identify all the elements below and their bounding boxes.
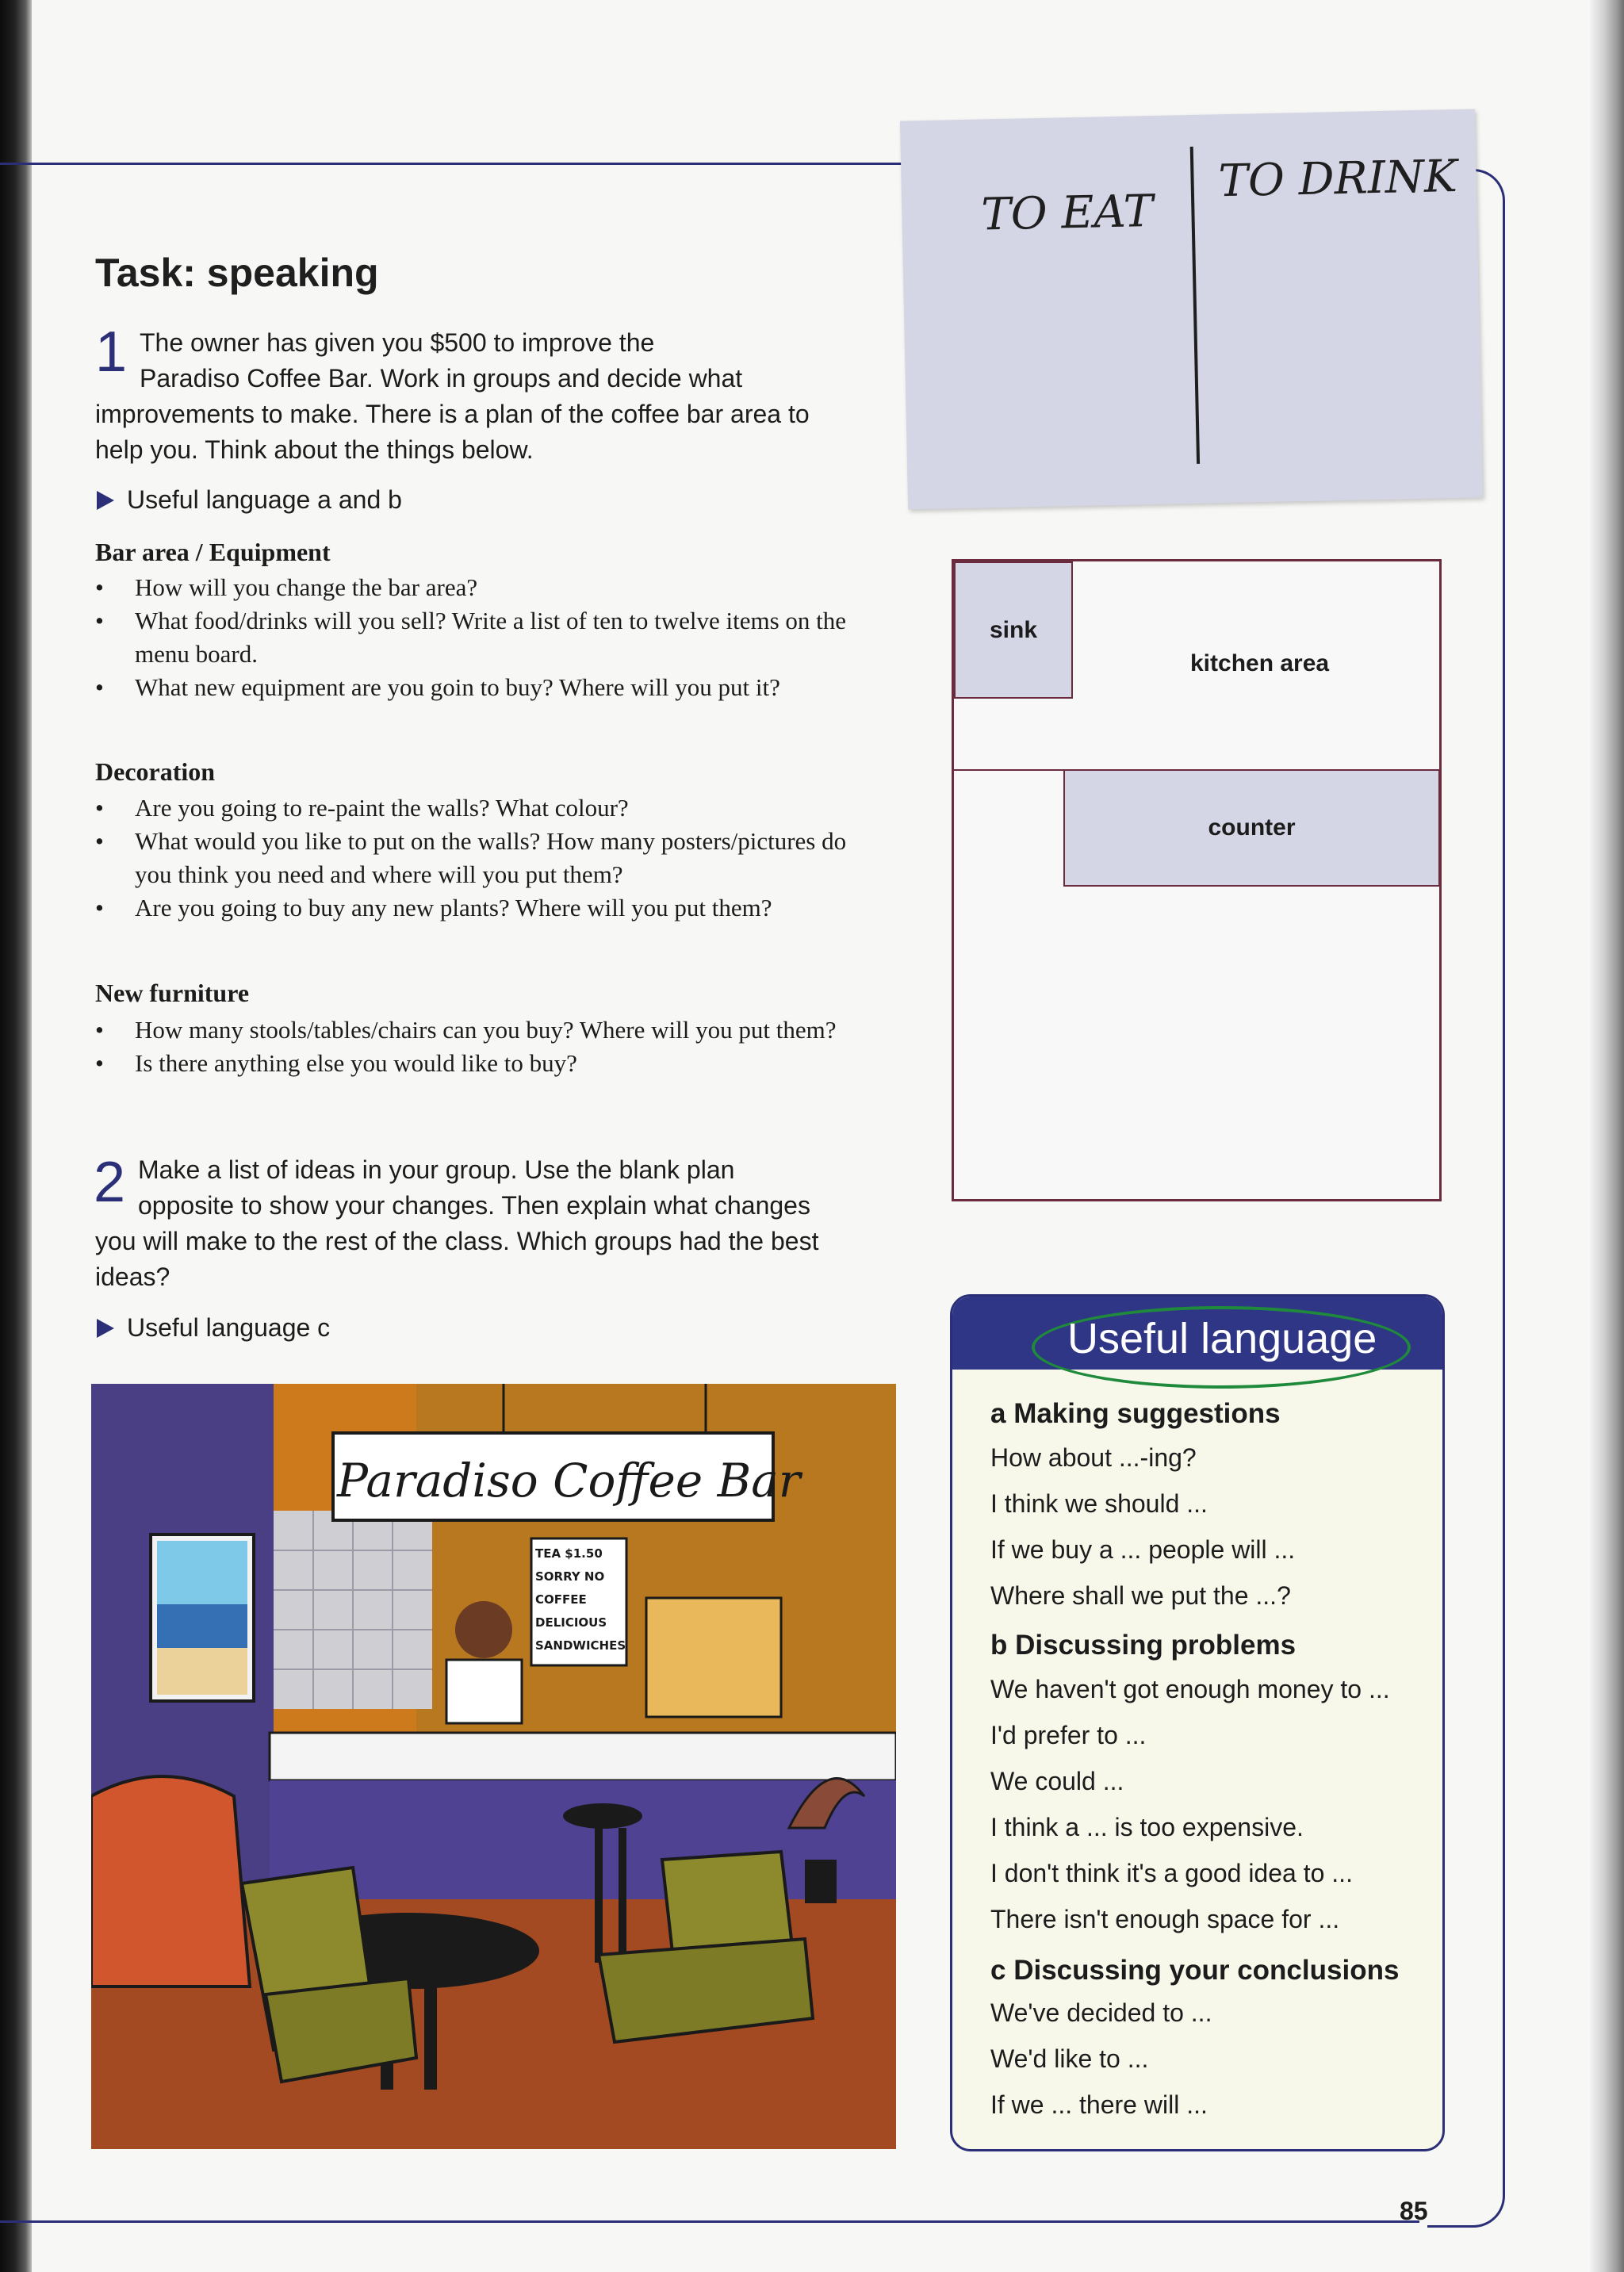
useful-language-box (950, 1294, 1445, 2151)
menu-board[interactable] (900, 109, 1483, 509)
phrase-item: We'd like to ... (990, 2044, 1149, 2073)
phrase-item: I'd prefer to ... (990, 1721, 1147, 1749)
menu-board-drink-heading: TO DRINK (1217, 150, 1458, 208)
useful-language-link-c-label: Useful language c (127, 1313, 331, 1342)
section-heading-new-furniture: New furniture (95, 979, 250, 1007)
step-2-number: 2 (94, 1151, 126, 1214)
useful-language-section-c: c Discussing your conclusions (990, 1955, 1400, 1986)
section-heading-decoration: Decoration (95, 757, 216, 786)
phrase-item: If we ... there will ... (990, 2090, 1208, 2119)
list-item: • How many stools/tables/chairs can you buy? Where will you put them? (95, 1013, 880, 1047)
menu-card-line: COFFEE (535, 1592, 587, 1607)
useful-language-link-c[interactable] (97, 1313, 330, 1343)
list-item: • Are you going to buy any new plants? Where will you put them? (95, 891, 880, 925)
menu-card-line: TEA $1.50 (535, 1546, 603, 1561)
step-2-line-1: Make a list of ideas in your group. Use the blank plan (138, 1155, 735, 1184)
list-item: • How will you change the bar area? (95, 571, 880, 604)
new-furniture-list (95, 1013, 880, 1080)
section-heading-bar-area: Bar area / Equipment (95, 538, 331, 566)
step-1-line-3: improvements to make. There is a plan of the coffee bar area to (95, 400, 810, 428)
page-number: 85 (1400, 2197, 1428, 2225)
phrase-item: How about ...-ing? (990, 1443, 1197, 1472)
list-item: • What food/drinks will you sell? Write a list of ten to twelve items on the menu board. (95, 604, 880, 671)
menu-board-divider (1190, 147, 1200, 464)
step-2-line-4: ideas? (95, 1262, 170, 1291)
play-arrow-icon (97, 491, 114, 510)
menu-card-line: DELICIOUS (535, 1615, 607, 1630)
play-arrow-icon (97, 1319, 114, 1338)
page-edge-shadow (1590, 0, 1624, 2272)
plan-counter (1063, 769, 1440, 887)
coffee-bar-illustration (91, 1384, 896, 2149)
step-2-line-3: you will make to the rest of the class. Which groups had the best (95, 1227, 819, 1255)
phrase-item: We could ... (990, 1767, 1124, 1795)
useful-language-section-b: b Discussing problems (990, 1630, 1297, 1661)
menu-card-line: SORRY NO (535, 1569, 605, 1584)
phrase-item: I think a ... is too expensive. (990, 1813, 1304, 1841)
decoration-list (95, 791, 880, 925)
bottom-rule (0, 2220, 1419, 2223)
useful-language-link-ab[interactable] (97, 485, 402, 515)
step-1-number: 1 (95, 320, 128, 384)
step-1-line-2: Paradiso Coffee Bar. Work in groups and decide what (140, 364, 743, 393)
coffee-bar-plan[interactable] (952, 559, 1442, 1201)
phrase-item: I don't think it's a good idea to ... (990, 1859, 1353, 1887)
plan-counter-label: counter (1208, 814, 1296, 841)
task-title: Task: speaking (95, 251, 379, 295)
step-1-line-1: The owner has given you $500 to improve the (140, 328, 655, 357)
phrase-item: We haven't got enough money to ... (990, 1675, 1390, 1703)
list-item: • Is there anything else you would like to buy? (95, 1047, 880, 1080)
step-2-line-2: opposite to show your changes. Then explain what changes (138, 1191, 810, 1220)
illustration-menu-card (535, 1542, 626, 1657)
menu-card-line: SANDWICHES (535, 1638, 626, 1653)
useful-language-section-a: a Making suggestions (990, 1398, 1281, 1429)
phrase-item: I think we should ... (990, 1489, 1208, 1518)
list-item: • Are you going to re-paint the walls? What colour? (95, 791, 880, 825)
phrase-item: Where shall we put the ...? (990, 1581, 1291, 1610)
step-1-line-4: help you. Think about the things below. (95, 435, 534, 464)
menu-board-eat-heading: TO EAT (980, 185, 1154, 241)
list-item: • What new equipment are you goin to buy? Where will you put it? (95, 671, 880, 704)
book-binding-shadow (0, 0, 32, 2272)
plan-sink (954, 561, 1073, 699)
list-item: • What would you like to put on the walls? How many posters/pictures do you think you need and where will you put them? (95, 825, 880, 891)
plan-sink-label: sink (989, 616, 1038, 643)
useful-language-title: Useful language (1067, 1315, 1377, 1362)
plan-kitchen-label: kitchen area (1190, 650, 1330, 676)
useful-language-link-ab-label: Useful language a and b (127, 485, 402, 514)
phrase-item: There isn't enough space for ... (990, 1905, 1340, 1933)
illustration-sign-text: Paradiso Coffee Bar (337, 1454, 801, 1508)
bar-area-list (95, 571, 880, 704)
phrase-item: If we buy a ... people will ... (990, 1535, 1296, 1564)
phrase-item: We've decided to ... (990, 1998, 1212, 2027)
